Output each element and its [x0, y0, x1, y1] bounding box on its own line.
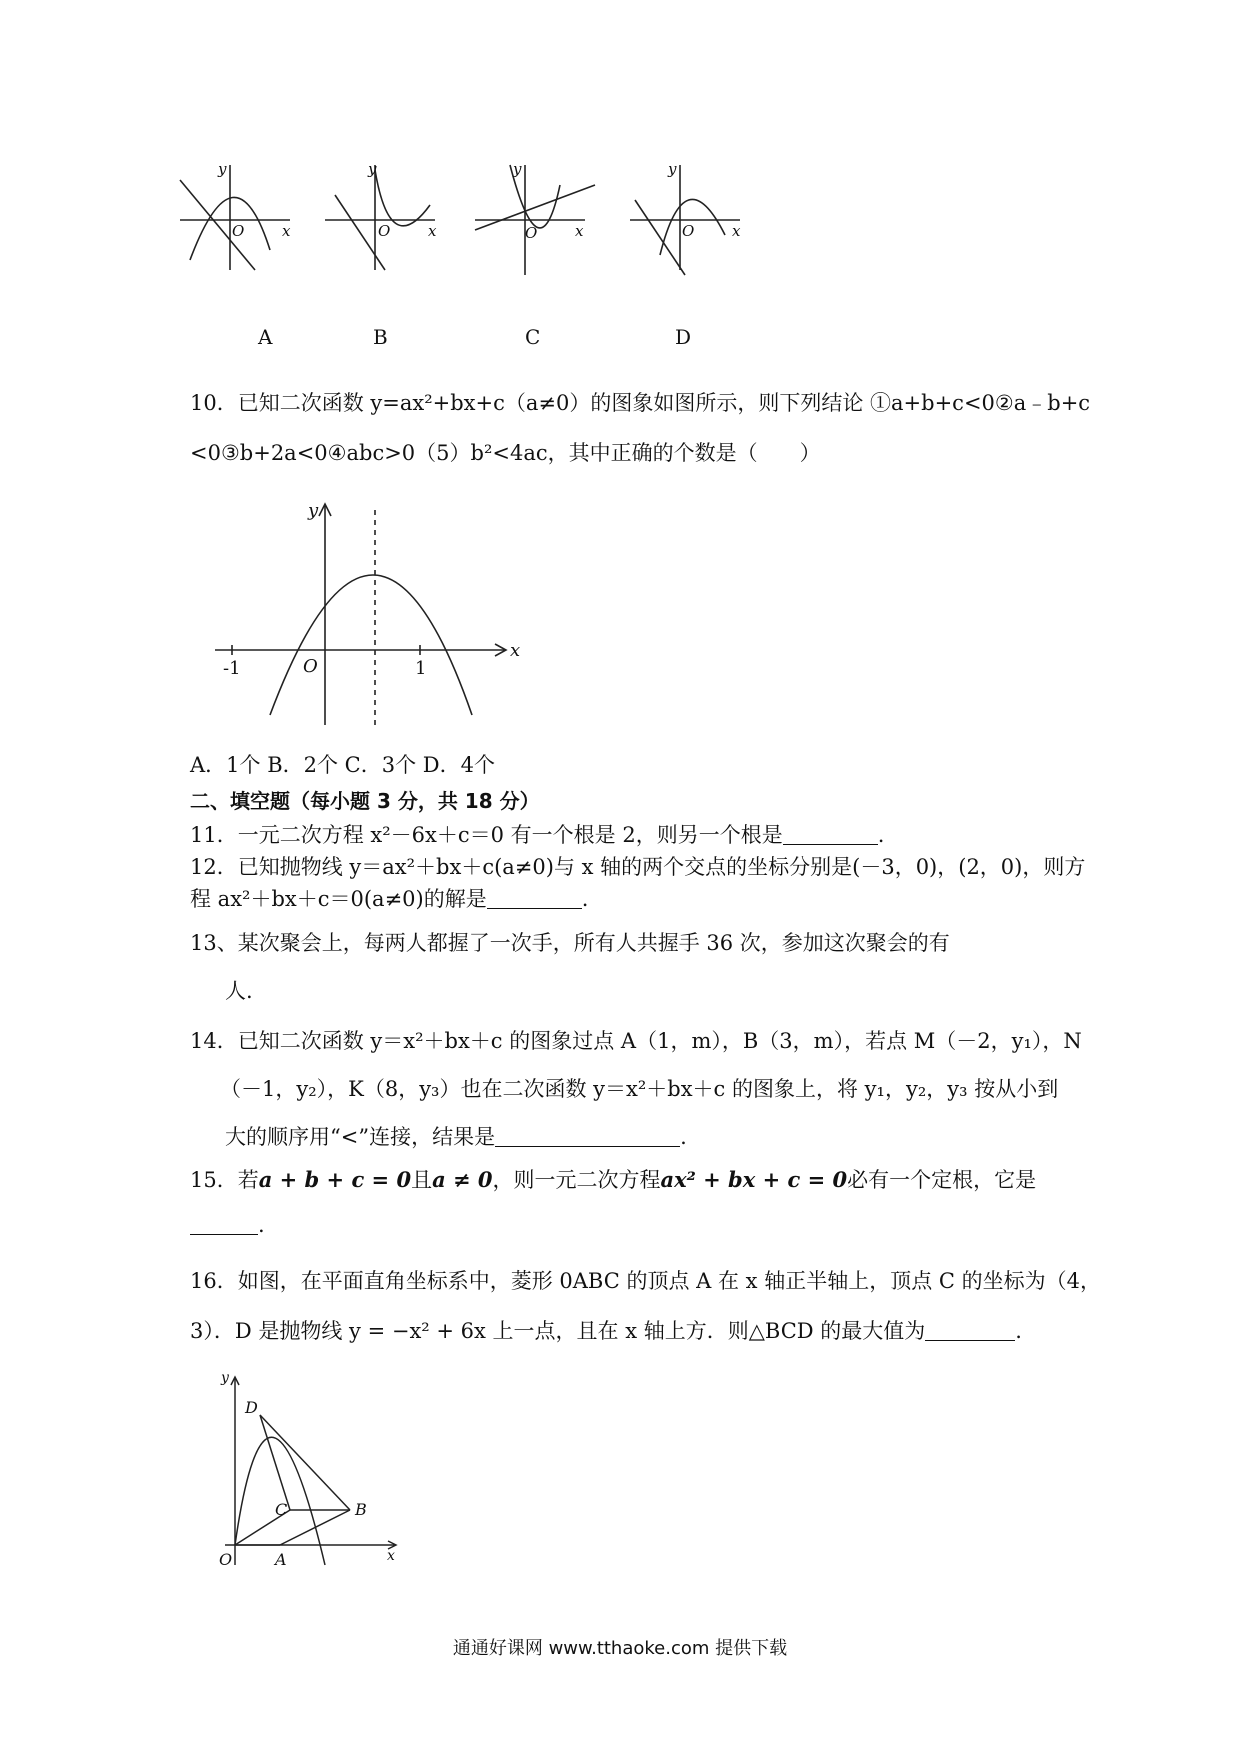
- q16-figure: [205, 1370, 405, 1570]
- q16-line2: 3）．D 是抛物线 y = −x² + 6x 上一点，且在 x 轴上方．则△BCD 的最大值为: [190, 1319, 926, 1343]
- q9-option-d: D: [675, 325, 692, 349]
- q10-parabola: [270, 575, 472, 715]
- q9-d-y-label: y: [668, 160, 677, 178]
- q15-line2: [190, 1210, 1070, 1240]
- q9-c-origin: O: [525, 224, 538, 242]
- q16-label-y: y: [221, 1370, 229, 1386]
- q9-c-y-label: y: [513, 160, 522, 178]
- q9-a-origin: O: [232, 222, 245, 240]
- q9-graph-d: [630, 165, 740, 275]
- q14-line2: （－1，y₂），K（8，y₃）也在二次函数 y＝x²＋bx＋c 的图象上，将 y₁，y₂，y₃ 按从小到: [220, 1077, 1059, 1101]
- q14-line3-wrap: [225, 1122, 1105, 1152]
- q13-line1: 13、某次聚会上，每两人都握了一次手，所有人共握手 36 次，参加这次聚会的有: [190, 931, 950, 955]
- q10-line1: 10．已知二次函数 y=ax²+bx+c（a≠0）的图象如图所示，则下列结论 ①a+b+c<0②a﹣b+c: [190, 391, 1091, 415]
- q9-option-c: C: [525, 325, 541, 349]
- q16-label-o: O: [219, 1550, 233, 1569]
- q10-graph-svg: [210, 500, 530, 730]
- q16-label-c: C: [275, 1500, 288, 1519]
- q16-line2-wrap: [190, 1316, 1070, 1346]
- q9-graphs: [170, 160, 770, 360]
- q15-math-equation: ax² + bx + c = 0: [660, 1167, 848, 1192]
- q9-c-x-label: x: [575, 222, 584, 240]
- q16-seg-dc: [260, 1415, 290, 1510]
- q16-figure-svg: [205, 1370, 405, 1570]
- q16-answer-blank[interactable]: [925, 1318, 1015, 1341]
- q11: [190, 820, 1070, 850]
- q9-d-origin: O: [682, 222, 695, 240]
- q10-tick-1-label: 1: [415, 658, 427, 679]
- q15-answer-blank[interactable]: [190, 1212, 258, 1235]
- q16-label-x: x: [387, 1548, 395, 1564]
- q9-graph-c: [475, 165, 595, 275]
- q10-y-label: y: [308, 500, 319, 521]
- q9-b-origin: O: [378, 222, 391, 240]
- q16-label-d: D: [245, 1398, 258, 1417]
- q15-end: 必有一个定根，它是: [847, 1168, 1037, 1192]
- q9-graph-b: [325, 165, 435, 270]
- q9-a-x-label: x: [282, 222, 291, 240]
- q16-seg-db: [260, 1415, 350, 1510]
- q10-x-label: x: [510, 640, 521, 661]
- q15-tail: .: [258, 1213, 265, 1237]
- q16-side-ab: [280, 1510, 350, 1545]
- q9-a-y-label: y: [218, 160, 227, 178]
- q15-math-neq: a ≠ 0: [432, 1167, 493, 1192]
- q10-line2: <0③b+2a<0④abc>0（5）b²<4ac，其中正确的个数是（ ）: [190, 441, 821, 465]
- q12-tail: .: [581, 887, 589, 911]
- q11-answer-blank[interactable]: [783, 822, 878, 845]
- q9-graph-a: [180, 165, 290, 270]
- q12-line2-wrap: [190, 884, 1070, 914]
- q9-b-x-label: x: [428, 222, 437, 240]
- q16-tail: .: [1015, 1319, 1022, 1343]
- q9-d-x-label: x: [732, 222, 741, 240]
- q10-tick-neg1-label: -1: [223, 658, 241, 679]
- q9-b-y-label: y: [368, 160, 377, 178]
- q16-line1: 16．如图，在平面直角坐标系中，菱形 0ABC 的顶点 A 在 x 轴正半轴上，顶点 C 的坐标为（4，: [190, 1269, 1101, 1293]
- q12-line1: 12．已知抛物线 y＝ax²＋bx＋c(a≠0)与 x 轴的两个交点的坐标分别是(－3，0)，(2，0)，则方: [190, 855, 1086, 879]
- q16-label-b: B: [355, 1500, 367, 1519]
- q12-line2: 程 ax²＋bx＋c＝0(a≠0)的解是: [190, 887, 487, 911]
- q10-choices: A．1个 B．2个 C．3个 D．4个: [190, 753, 495, 777]
- q14-answer-blank[interactable]: [495, 1124, 680, 1147]
- q12-answer-blank[interactable]: [487, 886, 582, 909]
- q9-option-a: A: [258, 325, 273, 349]
- q15-math-sum: a + b + c = 0: [258, 1167, 412, 1192]
- q10-graph: [210, 500, 530, 730]
- section2-title: 二、填空题（每小题 3 分，共 18 分）: [190, 789, 540, 813]
- q15-mid2: ，则一元二次方程: [492, 1168, 661, 1192]
- q11-tail: .: [877, 823, 885, 847]
- q15-mid: 且: [411, 1168, 433, 1192]
- q14-line1: 14．已知二次函数 y＝x²＋bx＋c 的图象过点 A（1，m），B（3，m），若点 M（－2，y₁），N: [190, 1029, 1082, 1053]
- q15-lead: 15．若: [190, 1168, 259, 1192]
- q15-line1: [190, 1165, 1070, 1195]
- q10-origin-label: O: [303, 656, 318, 677]
- q14-tail: .: [680, 1125, 687, 1149]
- q9-option-b: B: [373, 325, 388, 349]
- q16-label-a: A: [275, 1550, 287, 1569]
- q13-line2: 人.: [225, 979, 253, 1003]
- q14-line3: 大的顺序用“<”连接，结果是: [225, 1125, 496, 1149]
- q11-text: 11．一元二次方程 x²－6x＋c＝0 有一个根是 2，则另一个根是: [190, 823, 783, 847]
- page-footer: 通通好课网 www.tthaoke.com 提供下载: [452, 1638, 788, 1659]
